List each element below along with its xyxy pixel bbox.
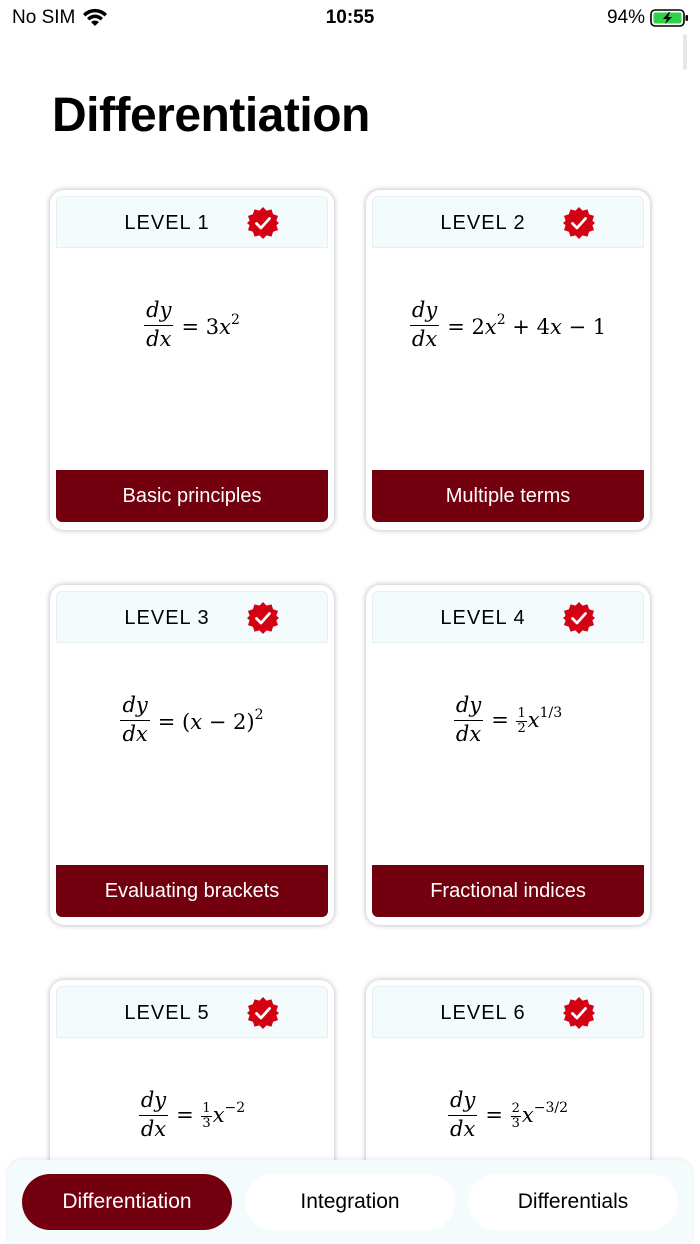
tab-differentiation[interactable]: Differentiation	[22, 1174, 232, 1230]
topic-label: Evaluating brackets	[56, 865, 328, 917]
card-header	[372, 196, 644, 248]
card-header	[56, 591, 328, 643]
carrier-label: No SIM	[12, 7, 76, 28]
tab-integration[interactable]: Integration	[245, 1174, 455, 1230]
level-label: LEVEL 2	[440, 212, 526, 234]
card-header	[56, 986, 328, 1038]
level-card-4[interactable]	[366, 585, 650, 925]
level-label: LEVEL 6	[440, 1002, 526, 1024]
derivative-formula: $\frac{dy}{dx}$ = $(x - 2)^2$	[122, 693, 264, 746]
derivative-formula: $\frac{dy}{dx}$ = $2x^2 + 4x - 1$	[411, 298, 607, 351]
card-header	[56, 196, 328, 248]
tab-bar	[8, 1160, 692, 1244]
verified-check-icon	[246, 996, 280, 1030]
topic-label: Basic principles	[56, 470, 328, 522]
page-title: Differentiation	[52, 89, 370, 142]
verified-check-icon	[562, 601, 596, 635]
status-bar	[0, 0, 700, 40]
verified-check-icon	[562, 996, 596, 1030]
derivative-formula: $\frac{dy}{dx}$ = $3x^2$	[146, 298, 240, 351]
level-label: LEVEL 4	[440, 607, 526, 629]
card-header	[372, 591, 644, 643]
battery-percent: 94%	[606, 7, 645, 28]
level-label: LEVEL 1	[124, 212, 210, 234]
level-label: LEVEL 3	[124, 607, 210, 629]
topic-label: Multiple terms	[372, 470, 644, 522]
verified-check-icon	[246, 601, 280, 635]
verified-check-icon	[246, 206, 280, 240]
level-card-2[interactable]	[366, 190, 650, 530]
card-header	[372, 986, 644, 1038]
topic-label: Fractional indices	[372, 865, 644, 917]
derivative-formula: $\frac{dy}{dx}$ = $\frac{2}{3}$ $x^{-3/2}$	[450, 1088, 568, 1141]
status-right	[607, 7, 690, 29]
level-label: LEVEL 5	[124, 1002, 210, 1024]
verified-check-icon	[562, 206, 596, 240]
derivative-formula: $\frac{dy}{dx}$ = $\frac{1}{2}$ $x^{1/3}$	[455, 693, 563, 746]
scroll-indicator[interactable]	[683, 34, 687, 70]
tab-differentials[interactable]: Differentials	[468, 1174, 678, 1230]
level-card-1[interactable]	[50, 190, 334, 530]
level-card-3[interactable]	[50, 585, 334, 925]
battery-charging-icon	[650, 8, 690, 28]
clock: 10:55	[325, 7, 375, 28]
derivative-formula: $\frac{dy}{dx}$ = $\frac{1}{3}$ $x^{-2}$	[140, 1088, 246, 1141]
